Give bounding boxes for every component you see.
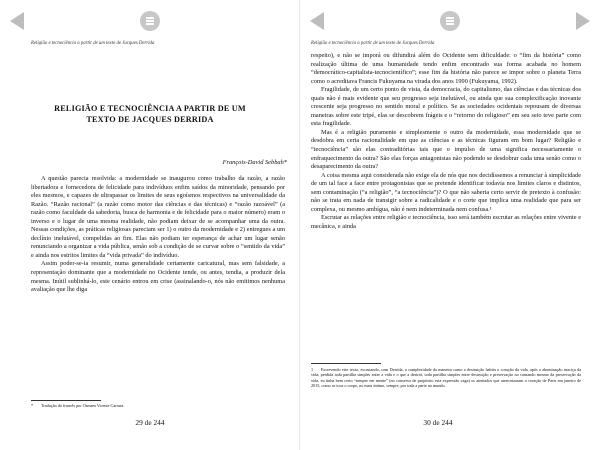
paragraph: A questão parecia resolvida: a modernidade se inaugurou como trabalho da razão, a razão libertadora e fornecedora de felicidade para indivíduos enfim saídos da minoridade, pensando por eles mesmos, e capazes de ultrapassar os limites de seus egoísmos respectivos na universalidade da Razão. “Razão racional” (a razão como motor das ciências e das técnicas) e “razão razoável” (a razão como faculdade da sabedoria, busca de harmonia e de felicidade para o maior número) eram o inverso e o lugar de uma mesma realidade, não podiam deixar de se acompanhar uma da outra. Nessas condições, as práticas religiosas pareciam ser 1) o outro da modernidade e 2) entregues a um declínio inelutável, compelidas ao fim. Elas não podiam ter esperança de achar um lugar senão renunciando a organizar a vida pública, senão sob a condição de se curvar sobre o “sentido da vida” e ainda nos estritos limites da “vida privada” do indivíduo. bbox=[31, 175, 285, 259]
paragraph: A coisa mesma aqui considerada não exige ela de nós que nos decidíssemos a renunciar à simplicidade de um tal face a face entre protagonistas que se pretende identificar todavia nos limites claros e distintos, sem contaminação (“a religião”, “a tecnociência”)? O que não saberia certo servir de pretexto à confusão: não se trata em nada de transigir sobre a radicalidade e o corte que implica uma realidade que para ser complexa, ou mesmo ambígua, não é nem indeterminada nem confusa.¹ bbox=[311, 171, 581, 213]
left-running-head: Religião e tecnociência a partir de um texto de Jacques Derrida bbox=[31, 41, 155, 46]
right-body-text bbox=[311, 52, 581, 231]
next-page-arrow-icon[interactable] bbox=[576, 12, 590, 30]
left-body-text bbox=[31, 175, 285, 295]
left-table-of-contents-icon[interactable] bbox=[140, 11, 160, 31]
author-name: François-David Sebbah* bbox=[222, 159, 287, 166]
paragraph: respeito), e não se imporá ou difundirá além do Ocidente sem dificuldade: o “fim da história” como realização última de uma humanidade tendo enfim encontrado sua forma acabada no homem “democrático-capitalista-tecnocientífico”; esse fim da história não parece se impor sobre o planeta Terra como o acreditava Francis Fukuyama na virada dos anos 1990 (Fukuyama, 1992). bbox=[311, 52, 581, 85]
previous-page-arrow-icon[interactable] bbox=[10, 12, 24, 30]
right-page bbox=[300, 0, 600, 450]
left-page-number: 29 de 244 bbox=[135, 418, 165, 427]
previous-page-arrow-icon[interactable] bbox=[310, 12, 324, 30]
left-nav-bar bbox=[0, 10, 300, 34]
right-page-number: 30 de 244 bbox=[423, 418, 453, 427]
right-running-head: Religião e tecnociência a partir de um texto de Jacques Derrida bbox=[311, 41, 435, 46]
paragraph: Fragilidade, de um certo ponto de vista, da democracia, do capitalismo, das ciências e das técnicas dos quais não é mais evidente que seu progresso seja inelutável, ou ainda que sua complexificação inovante crescente seja progresso no sentido moral e político. Se as sociedades ocidentais repousam de diversas maneiras sobre este tripé, elas se descobrem frágeis e o “retorno do religioso” em seu seio teve parte com esta fragilidade. bbox=[311, 86, 581, 128]
footnote-mark: 1 bbox=[311, 367, 314, 372]
footnote-rule bbox=[31, 400, 101, 401]
footnote-mark: * bbox=[31, 403, 34, 408]
right-nav-bar bbox=[300, 10, 600, 34]
paragraph: Mas é a religião puramente e simplesmente o outro da modernidade, essa modernidade que se desdobra em certa racionalidade em que as ciências e as técnicas figuram em bom lugar? Religião e “tecnociência” são elas contraditórias tais que o impulso de uma significa necessariamente o enfraquecimento da outra? São elas forças antagonistas não podendo se desdobrar cada uma senão como o desaparecimento da outra? bbox=[311, 128, 581, 171]
left-footnote bbox=[31, 403, 285, 408]
chapter-title bbox=[40, 103, 260, 125]
right-footnote bbox=[311, 367, 581, 389]
chapter-title-line-2: TEXTO DE JACQUES DERRIDA bbox=[86, 115, 214, 124]
right-table-of-contents-icon[interactable] bbox=[440, 11, 460, 31]
paragraph: Assim poder-se-ia resumir, numa generalidade certamente caricatural, mas sem falsidade, a representação dominante que a modernidade no Ocidente tende, ou antes, tendia, a produzir dela mesma. Inútil sublinhá-lo, este cenário entrou em crise (assinalando-o, nós não emitimos nenhuma avaliação que lhe diga bbox=[31, 260, 285, 294]
paragraph: Escrutar as relações entre religião e tecnociência, isso será também escrutar as relações entre vivente e mecânica, e ainda bbox=[311, 214, 581, 230]
footnote-text: Escrevendo este texto, escrutando, com Derrida, a complexidade da maneira como a destruição habita o coração da vida, após a abominação maciça da vida, perdida toda partilha simples entre a vida e o que a destrói, toda partilha simples entre destruição e preservação no comando mesmo da preservação da vida, eu tinha bem certo “sempre em mente” (no conserva de propósito esta expressão vaga) os atentados que aterrorizaram o coração de Paris em janeiro de 2015, como se toca o corpo, no mais íntimo, sempre, por toda a parte no mundo. bbox=[311, 367, 581, 389]
chapter-title-line-1: RELIGIÃO E TECNOCIÊNCIA A PARTIR DE UM bbox=[54, 104, 246, 113]
footnote-rule bbox=[311, 363, 381, 364]
footnote-text: Tradução do francês por Osmam Vicente Carrara. bbox=[41, 403, 125, 408]
